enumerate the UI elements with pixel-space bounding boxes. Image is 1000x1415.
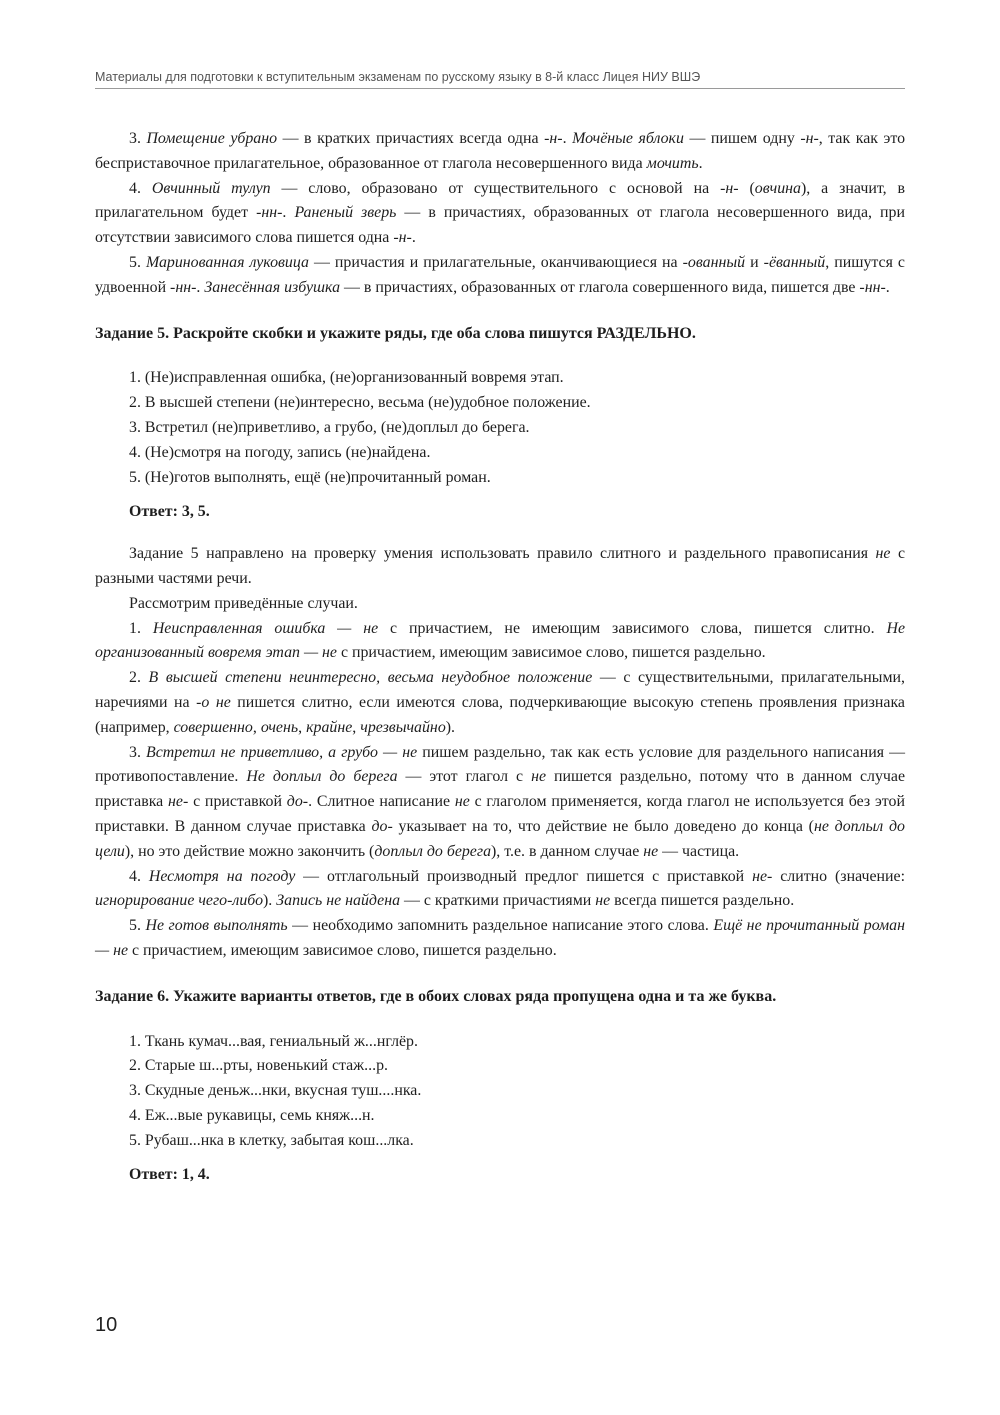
italic-term: не xyxy=(643,842,659,860)
italic-term: Ещё не прочитанный роман — не xyxy=(95,917,906,959)
italic-term: -ёванный xyxy=(763,253,826,271)
italic-term: Овчинный тулуп xyxy=(151,179,271,197)
task-5-options xyxy=(95,366,905,490)
task-option: 3. Скудные деньж...нки, вкусная туш....нка. xyxy=(129,1082,422,1100)
italic-term: -н- xyxy=(544,130,563,147)
explanation-paragraph: 4. Несмотря на погоду — отглагольный производный предлог пишется с приставкой не- слитно (значение: игнорирование чего-либо). Запись не найдена — с краткими причастиями не всегда пишется раздельно. xyxy=(95,867,906,910)
italic-term: Запись не найдена xyxy=(276,892,401,910)
italic-term: Встретил не приветливо, а грубо — не xyxy=(146,743,418,761)
italic-term: -ованный xyxy=(682,253,746,271)
explanation-paragraph: 2. В высшей степени неинтересно, весьма неудобное положение — с существительными, прилагательными, наречиями на -о не пишется слитно, если имеются слова, подчеркивающие высокую степень проявления признака (например, совершенно, очень, крайне, чрезвычайно). xyxy=(95,669,906,736)
italic-term: игнорирование чего-либо xyxy=(95,892,264,910)
italic-term: не- xyxy=(168,793,189,811)
italic-term: Занесённая избушка xyxy=(204,278,341,296)
italic-term: доплыл до берега xyxy=(374,842,492,860)
italic-term: -нн- xyxy=(256,204,283,222)
running-header: Материалы для подготовки к вступительным экзаменам по русскому языку в 8-й класс Лицея НИУ ВШЭ xyxy=(95,70,701,84)
explanation-paragraph: 5. Маринованная луковица — причастия и прилагательные, оканчивающиеся на -ованный и -ёванный, пишутся с удвоенной -нн-. Занесённая избушка — в причастиях, образованных от глагола совершенного вида, пишется две -нн-. xyxy=(95,253,905,296)
task-option: 5. Рубаш...нка в клетку, забытая кош...лка. xyxy=(129,1131,414,1149)
italic-term: Несмотря на погоду xyxy=(148,867,296,885)
task-option: 2. Старые ш...рты, новенький стаж...р. xyxy=(129,1057,388,1075)
italic-term: не- xyxy=(752,867,773,885)
italic-term: не xyxy=(875,545,891,563)
task-5-explanations xyxy=(95,617,905,964)
task-option: 2. В высшей степени (не)интересно, весьма (не)удобное положение. xyxy=(129,394,591,412)
page-content xyxy=(95,127,905,1205)
task-6-title: Задание 6. Укажите варианты ответов, где в обоих словах ряда пропущена одна и та же буква. xyxy=(95,987,777,1005)
task-option: 3. Встретил (не)приветливо, а грубо, (не)доплыл до берега. xyxy=(129,418,530,436)
italic-term: Не готов выполнять xyxy=(145,917,288,935)
italic-term: не xyxy=(595,892,611,910)
task-5-intro: Задание 5 направлено на проверку умения использовать правило слитного и раздельного правописания не с разными частями речи. xyxy=(95,545,905,587)
italic-term: совершенно xyxy=(173,718,253,736)
italic-term: -нн- xyxy=(859,278,886,296)
task-option: 1. Ткань кумач...вая, гениальный ж...нглёр. xyxy=(129,1032,418,1050)
italic-term: Мочёные яблоки xyxy=(572,130,684,147)
italic-term: очень xyxy=(260,718,299,736)
italic-term: не доплыл до цели xyxy=(95,817,905,860)
task-option: 1. (Не)исправленная ошибка, (не)организованный вовремя этап. xyxy=(129,369,564,387)
italic-term: В высшей степени неинтересно, весьма неудобное положение xyxy=(148,669,593,687)
italic-term: -н- xyxy=(800,130,819,147)
explanation-paragraph: 3. Встретил не приветливо, а грубо — не пишем раздельно, так как есть условие для раздельного написания — противопоставление. Не доплыл до берега — этот глагол с не пишется раздельно, потому что в данном случае приставка не- с приставкой до-. Слитное написание не с глаголом применяется, когда глагол не используется без этой приставки. В данном случае приставка до- указывает на то, что действие не было доведено до конца (не доплыл до цели), но это действие можно закончить (доплыл до берега), т.е. в данном случае не — частица. xyxy=(95,743,906,860)
italic-term: -н- xyxy=(720,179,739,197)
italic-term: -нн- xyxy=(170,278,197,296)
task-6-options xyxy=(95,1030,905,1154)
header-rule xyxy=(95,88,905,89)
italic-term: до- xyxy=(286,793,309,811)
task-option: 5. (Не)готов выполнять, ещё (не)прочитанный роман. xyxy=(129,468,491,486)
task-6-answer: Ответ: 1, 4. xyxy=(129,1166,210,1184)
italic-term: не xyxy=(531,768,546,786)
italic-term: мочить xyxy=(646,154,699,172)
italic-term: Неисправленная ошибка — не xyxy=(152,619,379,637)
italic-term: Не организованный вовремя этап — не xyxy=(95,619,905,662)
task-option: 4. (Не)смотря на погоду, запись (не)найдена. xyxy=(129,443,431,461)
explanation-paragraph: 1. Неисправленная ошибка — не с причастием, не имеющим зависимого слова, пишется слитно. Не организованный вовремя этап — не с причастием, имеющим зависимое слово, пишется раздельно. xyxy=(95,619,905,662)
italic-term: Помещение убрано xyxy=(146,130,278,147)
italic-term: Раненый зверь xyxy=(294,204,397,222)
task-option: 4. Еж...вые рукавицы, семь княж...н. xyxy=(129,1106,375,1124)
italic-term: -о не xyxy=(196,693,231,711)
italic-term: -н- xyxy=(393,229,412,247)
italic-term: чрезвычайно xyxy=(360,718,446,736)
italic-term: крайне xyxy=(306,718,353,736)
page-number: 10 xyxy=(95,1314,118,1336)
spelling-explanations xyxy=(95,127,905,301)
task-5-answer: Ответ: 3, 5. xyxy=(129,503,210,521)
task-5-title: Задание 5. Раскройте скобки и укажите ряды, где оба слова пишутся РАЗДЕЛЬНО. xyxy=(95,324,696,342)
explanation-paragraph: 3. Помещение убрано — в кратких причастиях всегда одна -н-. Мочёные яблоки — пишем одну -н-, так как это бесприставочное прилагательное, образованное от глагола несовершенного вида мочить. xyxy=(95,130,906,172)
italic-term: не xyxy=(454,793,470,811)
explanation-paragraph: 5. Не готов выполнять — необходимо запомнить раздельное написание этого слова. Ещё не прочитанный роман — не с причастием, имеющим зависимое слово, пишется раздельно. xyxy=(95,917,906,959)
explanation-paragraph: 4. Овчинный тулуп — слово, образовано от существительного с основой на -н- (овчина), а значит, в прилагательном будет -нн-. Раненый зверь — в причастиях, образованных от глагола несовершенного вида, при отсутствии зависимого слова пишется одна -н-. xyxy=(95,179,905,247)
task-5-lead: Рассмотрим приведённые случаи. xyxy=(129,594,358,612)
italic-term: овчина xyxy=(754,179,801,197)
italic-term: до- xyxy=(371,817,393,835)
italic-term: Не доплыл до берега xyxy=(246,768,398,786)
italic-term: Маринованная луковица xyxy=(145,253,309,271)
